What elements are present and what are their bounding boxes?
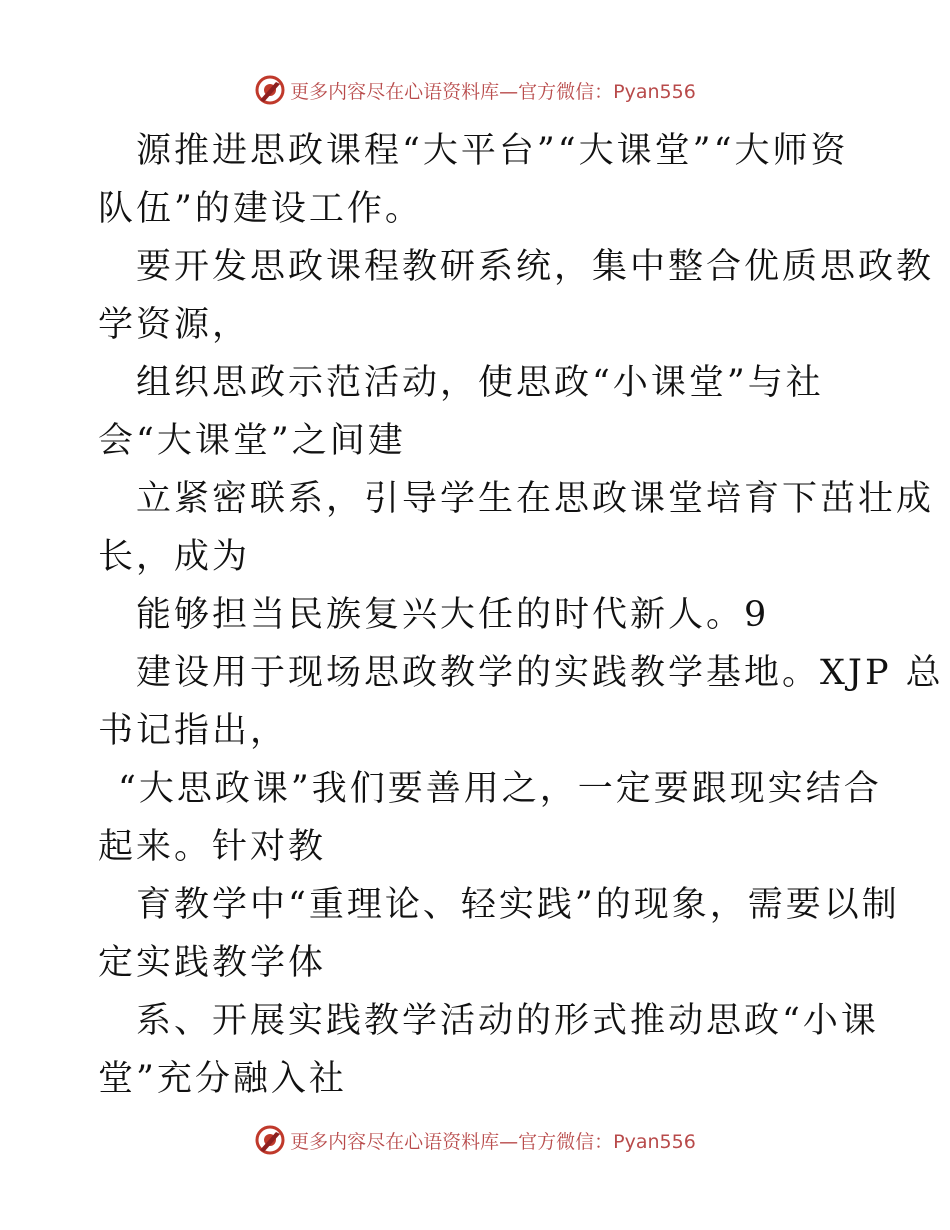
text-line: 立紧密联系，引导学生在思政课堂培育下茁壮成 <box>136 479 935 519</box>
red-pen-swirl-logo-icon <box>254 74 286 106</box>
text-line: 队伍”的建设工作。 <box>98 189 423 229</box>
text-line: 组织思政示范活动，使思政“小课堂”与社 <box>136 363 824 403</box>
text-line: 堂”充分融入社 <box>98 1059 347 1099</box>
footer-banner <box>0 1120 950 1160</box>
footer-banner-text: 更多内容尽在心语资料库—官方微信：Pyan556 <box>290 1130 696 1153</box>
text-line: 长，成为 <box>98 537 251 577</box>
header-banner <box>0 70 950 110</box>
text-line: 定实践教学体 <box>98 943 327 983</box>
text-line: 会“大课堂”之间建 <box>98 421 406 461</box>
document-body <box>98 122 944 1108</box>
text-line: “大思政课”我们要善用之，一定要跟现实结合 <box>118 769 882 809</box>
header-banner-text: 更多内容尽在心语资料库—官方微信：Pyan556 <box>290 80 696 103</box>
text-line: 源推进思政课程“大平台”“大课堂”“大师资 <box>136 131 849 171</box>
text-line: 系、开展实践教学活动的形式推动思政“小课 <box>136 1001 879 1041</box>
text-line: 书记指出， <box>98 711 289 751</box>
text-line: 起来。针对教 <box>98 827 327 867</box>
text-line: 要开发思政课程教研系统，集中整合优质思政教 <box>136 247 935 287</box>
text-line: 建设用于现场思政教学的实践教学基地。XJP 总 <box>136 653 944 693</box>
red-pen-swirl-logo-icon <box>254 1124 286 1156</box>
text-line: 能够担当民族复兴大任的时代新人。9 <box>136 595 770 635</box>
text-line: 育教学中“重理论、轻实践”的现象，需要以制 <box>136 885 900 925</box>
text-line: 学资源， <box>98 305 251 345</box>
